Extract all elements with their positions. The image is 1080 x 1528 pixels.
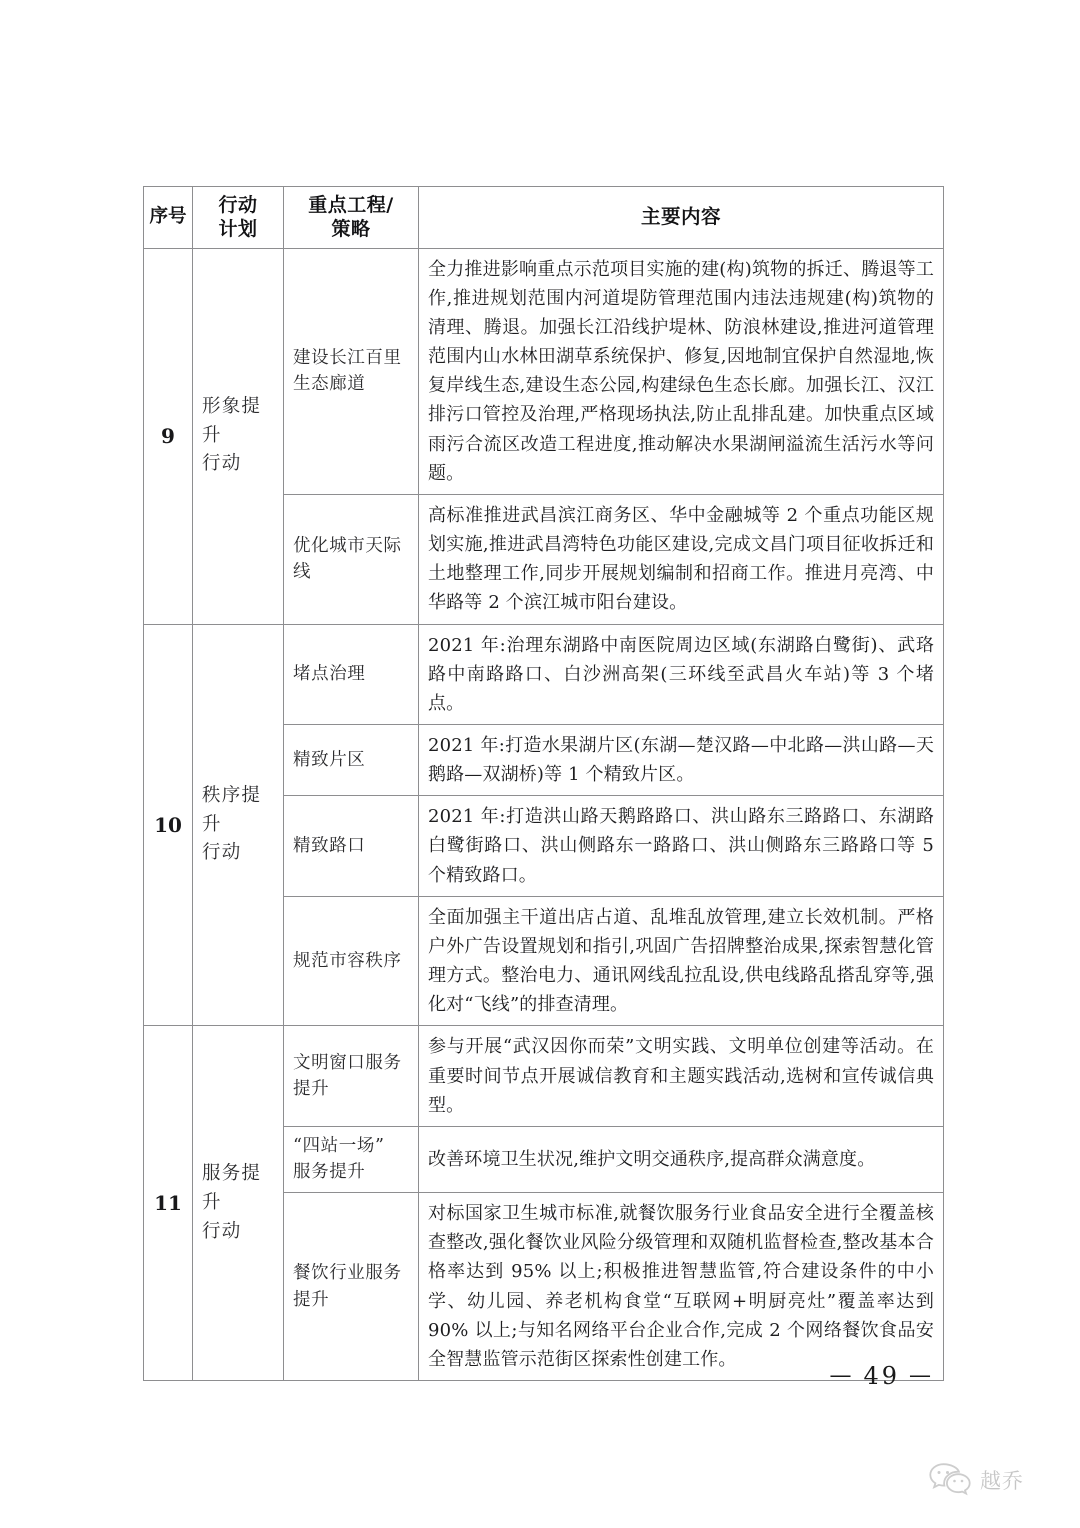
cell-main-content: 全面加强主干道出店占道、乱堆乱放管理,建立长效机制。严格户外广告设置规划和指引,巩固广告招牌整治成果,探索智慧化管理方式。整治电力、通讯网线乱拉乱设,供电线路乱搭乱穿等,强化对“飞线”的排查清理。 xyxy=(419,896,944,1026)
column-header-sequence: 序号 xyxy=(144,187,193,249)
cell-key-project-line1: 规范市容秩序 xyxy=(293,950,402,971)
cell-sequence-number: 11 xyxy=(144,1026,193,1381)
cell-key-project xyxy=(284,896,419,1026)
cell-action-plan xyxy=(193,248,284,624)
cell-key-project-line1: 优化城市天际 xyxy=(293,535,402,556)
cell-action-plan-line1: 服务提升 xyxy=(202,1163,262,1213)
column-header-key-project xyxy=(284,187,419,249)
cell-key-project-line2: 线 xyxy=(293,562,312,583)
cell-key-project xyxy=(284,1026,419,1126)
cell-action-plan-line2: 行动 xyxy=(202,453,242,475)
cell-action-plan-line1: 形象提升 xyxy=(202,396,262,446)
column-header-key-project-line2: 策略 xyxy=(331,218,371,241)
cell-main-content: 2021 年:治理东湖路中南医院周边区域(东湖路白鹭街)、武珞路中南路路口、白沙洲高架(三环线至武昌火车站)等 3 个堵点。 xyxy=(419,624,944,724)
cell-key-project-line1: 精致路口 xyxy=(293,835,366,856)
page-number-dash-left: — xyxy=(829,1363,855,1388)
cell-key-project xyxy=(284,248,419,494)
cell-action-plan xyxy=(193,1026,284,1381)
action-plan-table xyxy=(143,186,944,1381)
watermark-label: 越乔 xyxy=(980,1469,1024,1493)
cell-key-project-line2: 生态廊道 xyxy=(293,374,366,395)
cell-main-content: 2021 年:打造洪山路天鹅路路口、洪山路东三路路口、东湖路白鹭街路口、洪山侧路东一路路口、洪山侧路东三路路口等 5 个精致路口。 xyxy=(419,796,944,896)
table-row xyxy=(144,624,944,724)
cell-action-plan-line1: 秩序提升 xyxy=(202,784,262,835)
cell-main-content: 参与开展“武汉因你而荣”文明实践、文明单位创建等活动。在重要时间节点开展诚信教育和主题实践活动,选树和宣传诚信典型。 xyxy=(419,1026,944,1126)
cell-key-project-line2: 提升 xyxy=(293,1289,330,1310)
cell-sequence-number: 9 xyxy=(144,248,193,624)
page-number xyxy=(0,1362,943,1390)
cell-key-project-line1: 餐饮行业服务 xyxy=(293,1262,402,1283)
column-header-action-plan-line1: 行动 xyxy=(218,194,258,216)
column-header-main-content: 主要内容 xyxy=(419,187,944,249)
cell-main-content: 2021 年:打造水果湖片区(东湖—楚汉路—中北路—洪山路—天鹅路—双湖桥)等 1 个精致片区。 xyxy=(419,724,944,795)
page-number-value: 49 xyxy=(863,1362,900,1390)
wechat-icon xyxy=(928,1462,972,1498)
cell-key-project-line2: 服务提升 xyxy=(293,1162,366,1183)
cell-main-content: 全力推进影响重点示范项目实施的建(构)筑物的拆迁、腾退等工作,推进规划范围内河道堤防管理范围内违法违规建(构)筑物的清理、腾退。加强长江沿线护堤林、防浪林建设,推进河道管理范围内山水林田湖草系统保护、修复,因地制宜保护自然湿地,恢复岸线生态,建设生态公园,构建绿色生态长廊。加强长江、汉江排污口管控及治理,严格现场执法,防止乱排乱建。加快重点区域雨污合流区改造工程进度,推动解决水果湖闸溢流生活污水等问题。 xyxy=(419,248,944,494)
cell-key-project xyxy=(284,1193,419,1381)
column-header-key-project-line1: 重点工程/ xyxy=(308,194,394,216)
column-header-action-plan xyxy=(193,187,284,249)
cell-key-project-line1: 文明窗口服务 xyxy=(293,1052,402,1073)
cell-action-plan-line2: 行动 xyxy=(202,842,242,864)
cell-key-project xyxy=(284,796,419,896)
cell-key-project-line1: “四站一场” xyxy=(293,1135,385,1156)
cell-key-project xyxy=(284,1126,419,1192)
column-header-action-plan-line2: 计划 xyxy=(218,218,258,241)
page-number-dash-right: — xyxy=(909,1363,934,1388)
watermark xyxy=(928,1462,1024,1498)
cell-main-content: 高标准推进武昌滨江商务区、华中金融城等 2 个重点功能区规划实施,推进武昌湾特色功能区建设,完成文昌门项目征收拆迁和土地整理工作,同步开展规划编制和招商工作。推进月亮湾、中华路等 2 个滨江城市阳台建设。 xyxy=(419,494,944,624)
cell-key-project-line1: 精致片区 xyxy=(293,749,366,770)
cell-key-project xyxy=(284,724,419,795)
cell-key-project xyxy=(284,494,419,624)
cell-key-project-line1: 堵点治理 xyxy=(293,663,366,684)
cell-key-project-line1: 建设长江百里 xyxy=(293,347,402,368)
cell-main-content: 改善环境卫生状况,维护文明交通秩序,提高群众满意度。 xyxy=(419,1126,944,1192)
cell-key-project xyxy=(284,624,419,724)
action-plan-table-container xyxy=(143,186,943,1381)
table-body xyxy=(144,248,944,1380)
table-header-row xyxy=(144,187,944,249)
cell-action-plan xyxy=(193,624,284,1026)
table-header xyxy=(144,187,944,249)
table-row xyxy=(144,248,944,494)
table-row xyxy=(144,1026,944,1126)
cell-sequence-number: 10 xyxy=(144,624,193,1026)
cell-main-content: 对标国家卫生城市标准,就餐饮服务行业食品安全进行全覆盖核查整改,强化餐饮业风险分级管理和双随机监督检查,整改基本合格率达到 95% 以上;积极推进智慧监管,符合建设条件的中小学、幼儿园、养老机构食堂“互联网+明厨亮灶”覆盖率达到 90% 以上;与知名网络平台企业合作,完成 2 个网络餐饮食品安全智慧监管示范街区探索性创建工作。 xyxy=(419,1193,944,1381)
cell-action-plan-line2: 行动 xyxy=(202,1220,242,1242)
cell-key-project-line2: 提升 xyxy=(293,1079,330,1100)
